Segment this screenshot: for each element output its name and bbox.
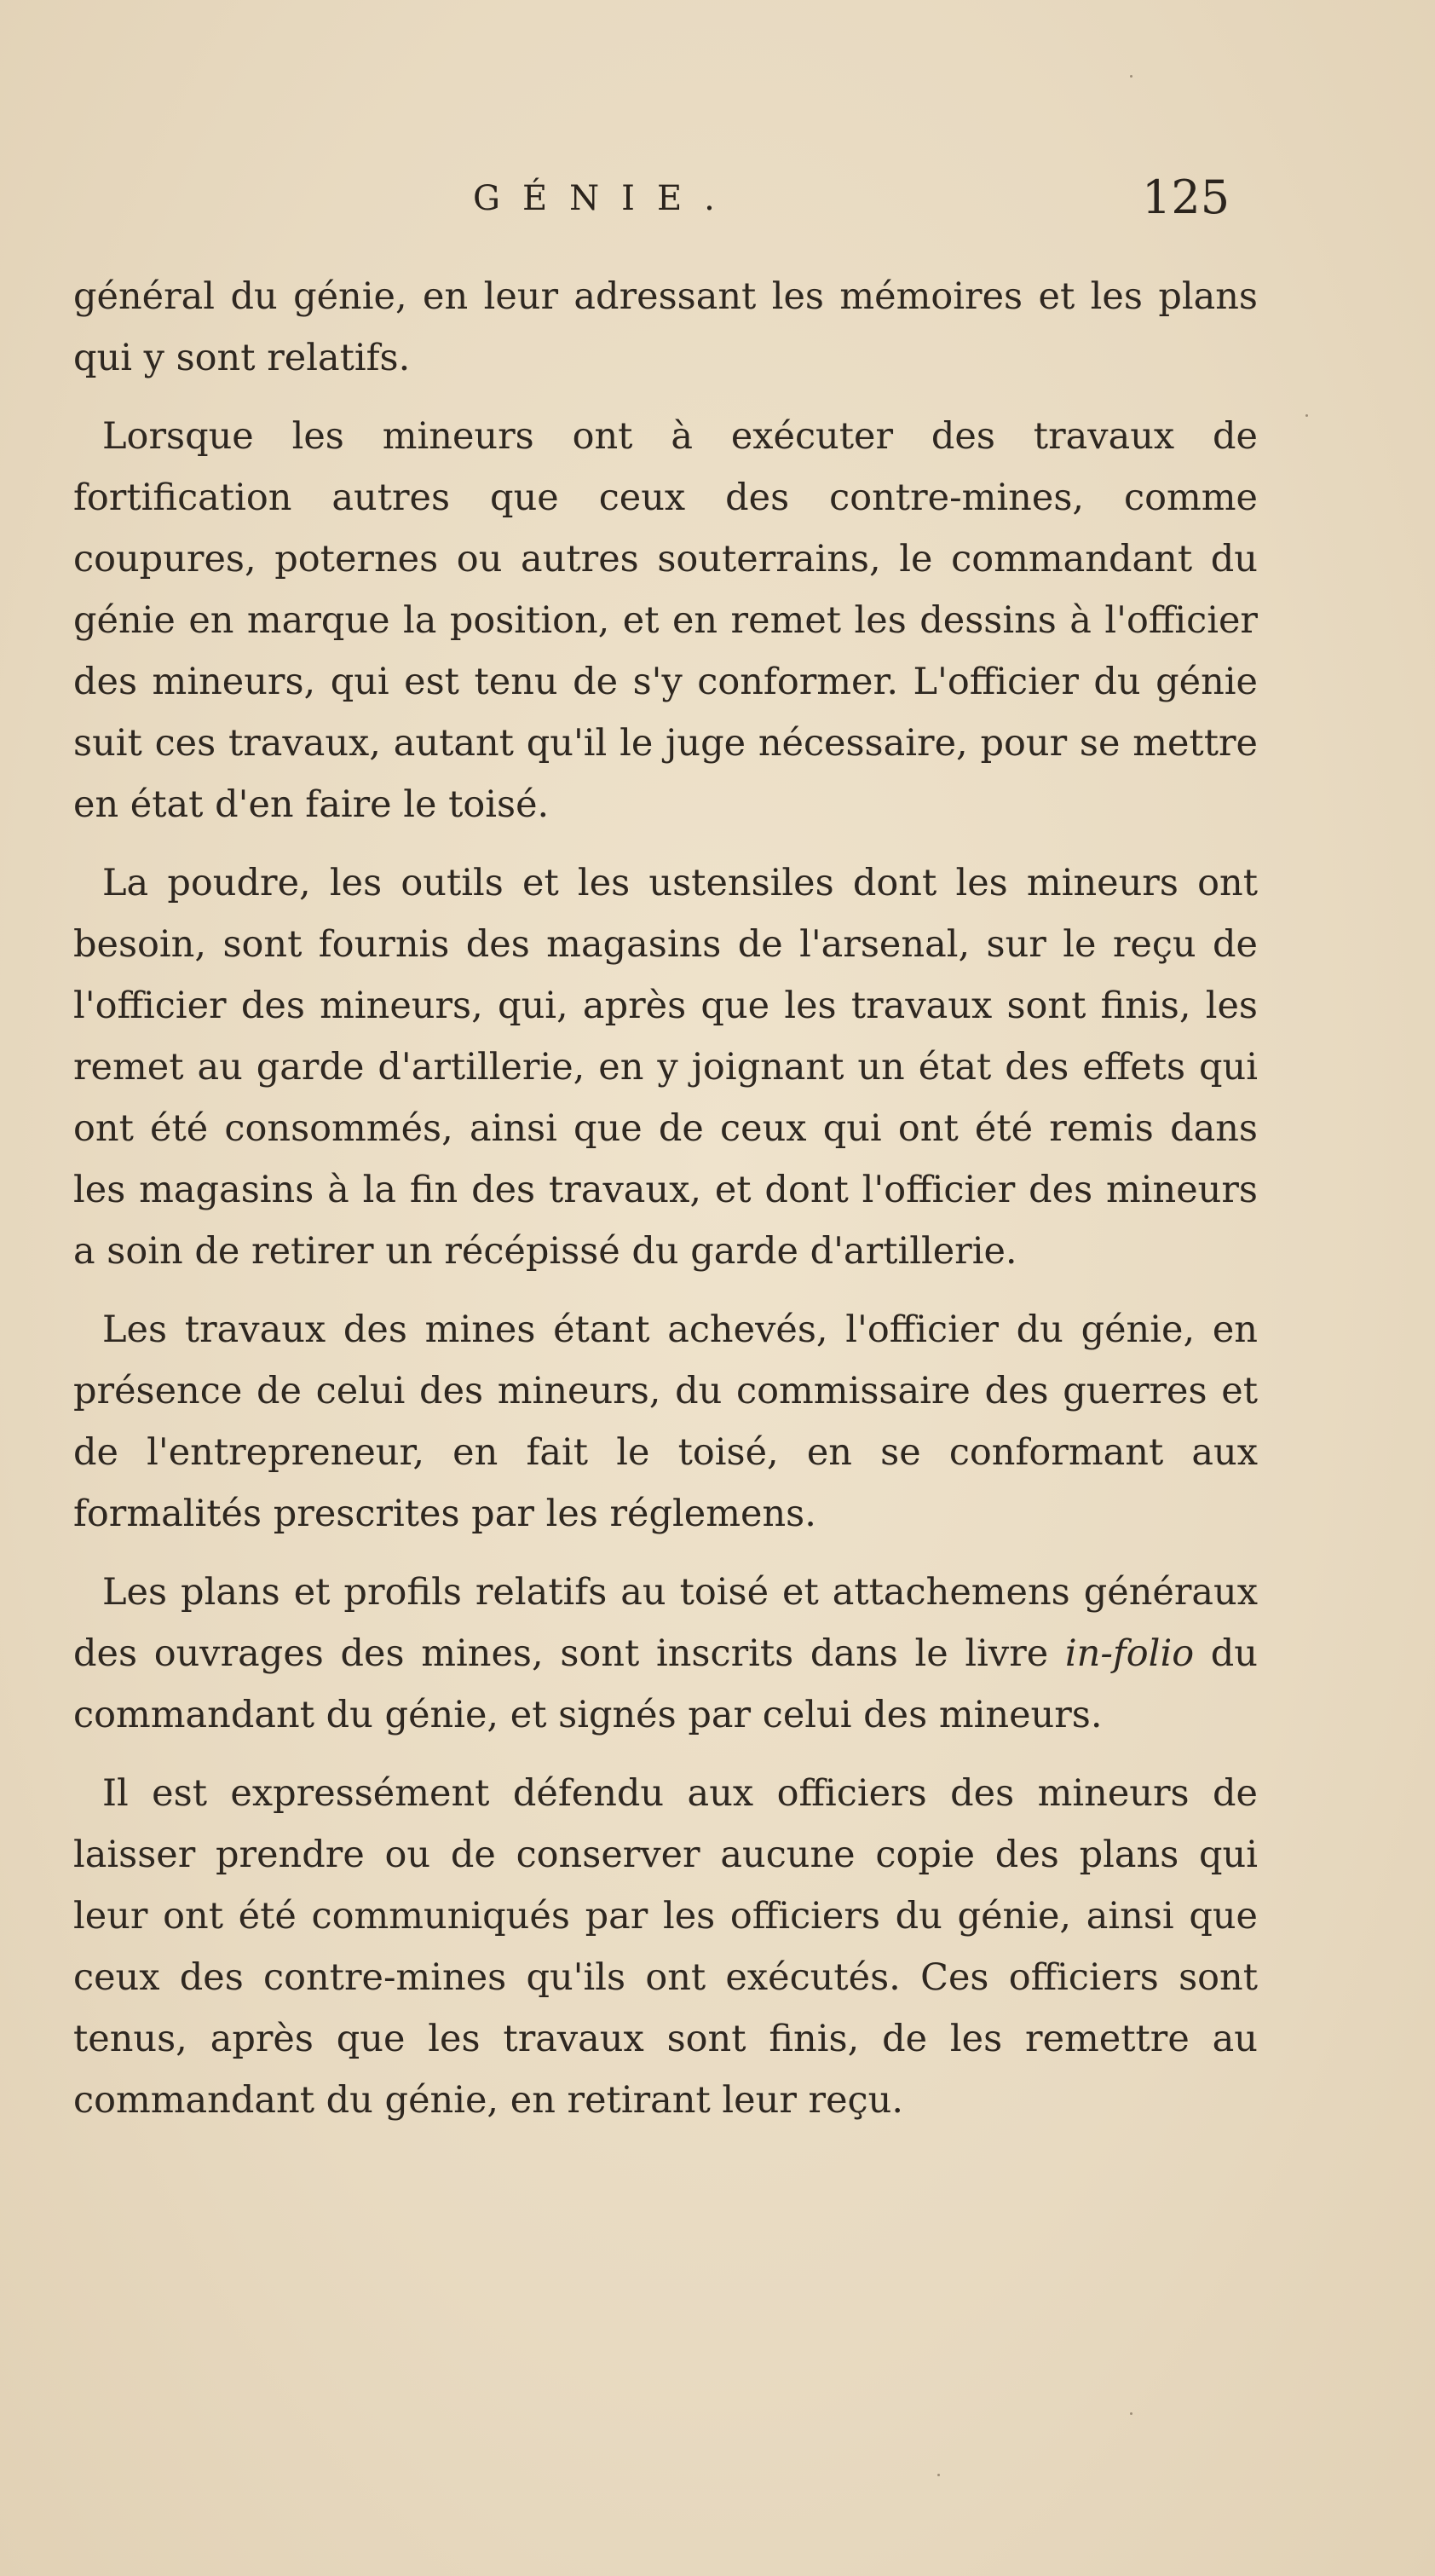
paper-speck bbox=[1130, 75, 1132, 78]
paragraph-5-italic: in-folio bbox=[1064, 1632, 1195, 1675]
page-header bbox=[0, 170, 1435, 247]
paragraph-4: Les travaux des mines étant achevés, l'officier du génie, en présence de celui des mineurs, du commissaire des guerres et de l'entrepreneur, en fait le toisé, en se conformant aux formalités prescrites par les réglemens. bbox=[73, 1308, 1258, 1535]
paper-speck bbox=[937, 2474, 940, 2476]
paragraph-5 bbox=[73, 1562, 1258, 1746]
paragraph-2: Lorsque les mineurs ont à exécuter des travaux de fortification autres que ceux des contre-mines, comme coupures, poternes ou autres souterrains, le commandant du génie en marque la position, et en remet les dessins à l'officier des mineurs, qui est tenu de s'y conformer. L'officier du génie suit ces travaux, autant qu'il le juge nécessaire, pour se mettre en état d'en faire le toisé. bbox=[73, 415, 1258, 826]
paragraph-1: général du génie, en leur adressant les mémoires et les plans qui y sont relatifs. bbox=[73, 275, 1258, 379]
paragraph-6: Il est expressément défendu aux officiers des mineurs de laisser prendre ou de conserver aucune copie des plans qui leur ont été communiqués par les officiers du génie, ainsi que ceux des contre-mines qu'ils ont exécutés. Ces officiers sont tenus, après que les travaux sont finis, de les remettre au commandant du génie, en retirant leur reçu. bbox=[73, 1772, 1258, 2122]
paragraph-5-end: du commandant du génie, et signés par celui des mineurs. bbox=[73, 1632, 1258, 1736]
body-text bbox=[73, 266, 1258, 2131]
paper-speck bbox=[1130, 2412, 1132, 2415]
paper-speck bbox=[1305, 414, 1308, 417]
paragraph-3: La poudre, les outils et les ustensiles dont les mineurs ont besoin, sont fournis des magasins de l'arsenal, sur le reçu de l'officier des mineurs, qui, après que les travaux sont finis, les remet au garde d'artillerie, en y joignant un état des effets qui ont été consommés, ainsi que de ceux qui ont été remis dans les magasins à la fin des travaux, et dont l'officier des mineurs a soin de retirer un récépissé du garde d'artillerie. bbox=[73, 862, 1258, 1273]
paragraph-5-start: Les plans et profils relatifs au toisé et attachemens généraux des ouvrages des mines, sont inscrits dans le livre bbox=[73, 1571, 1258, 1675]
running-title: GÉNIE. bbox=[473, 179, 737, 218]
page-number: 125 bbox=[1142, 170, 1230, 224]
